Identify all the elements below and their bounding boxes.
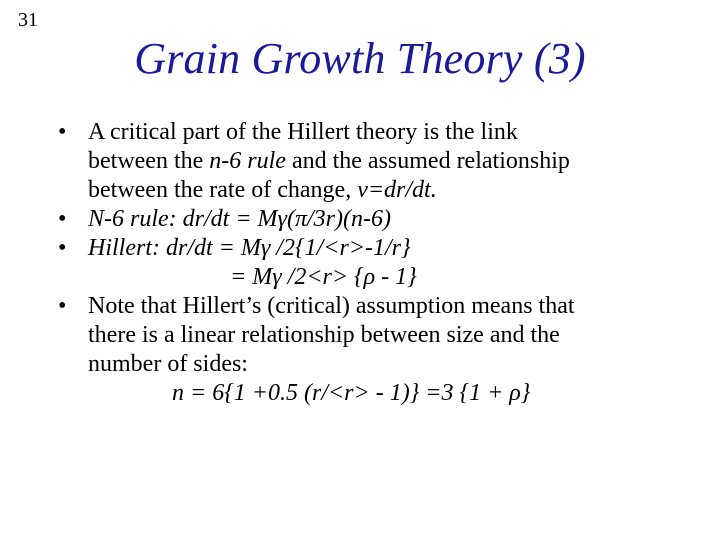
bullet-hillert-link-line-1: A critical part of the Hillert theory is the link (88, 119, 518, 145)
hillert-formula-line-1: Hillert: dr/dt = Mγ /2{1/<r>-1/r} (88, 235, 411, 261)
bullet-dot: • (58, 293, 67, 319)
bullet-hillert-assumption (56, 292, 696, 408)
text-span: between the (88, 148, 210, 174)
hillert-formula-line-2: = Mγ /2<r> {ρ - 1} (230, 264, 417, 290)
bullet-dot: • (58, 235, 67, 261)
rate-of-change-formula: v=dr/dt. (357, 177, 437, 203)
text-span: and the assumed relationship (285, 148, 570, 174)
bullet-dot: • (58, 119, 67, 145)
n6-rule-formula: N-6 rule: dr/dt = Mγ(π/3r)(n-6) (88, 206, 391, 232)
bullet-n6-rule (56, 205, 696, 234)
hillert-assumption-line-2: there is a linear relationship between size and the (88, 322, 560, 348)
bullet-hillert-link-line-3 (88, 176, 696, 205)
bullet-dot: • (58, 206, 67, 232)
text-span: between the rate of change, (88, 177, 358, 203)
n6-rule-term: n-6 rule (209, 148, 286, 174)
bullet-hillert-formula (56, 234, 696, 292)
slide-number: 31 (18, 9, 38, 31)
sides-formula: n = 6{1 +0.5 (r/<r> - 1)} =3 {1 + ρ} (172, 380, 531, 406)
bullet-hillert-link (56, 118, 696, 205)
hillert-assumption-line-1: Note that Hillert’s (critical) assumption means that (88, 293, 575, 319)
hillert-assumption-line-3: number of sides: (88, 351, 248, 377)
bullet-hillert-link-line-2 (88, 147, 696, 176)
slide-title: Grain Growth Theory (3) (134, 34, 586, 83)
bullet-list (56, 118, 696, 408)
